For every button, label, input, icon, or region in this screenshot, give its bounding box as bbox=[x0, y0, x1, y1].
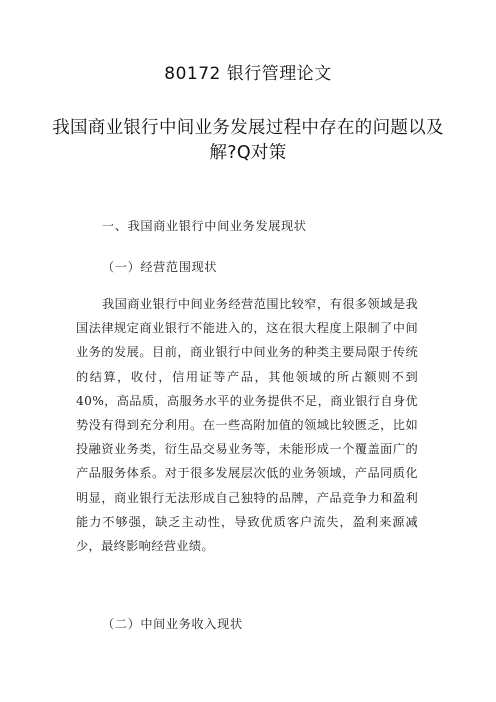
section-heading: 一、我国商业银行中间业务发展现状 bbox=[102, 219, 307, 233]
body-paragraph: 我国商业银行中间业务经营范围比较窄，有很多领域是我国法律规定商业银行不能进入的，这在很大程度上限制了中间业务的发展。目前，商业银行中间业务的种类主要局限于传统的结算，收付，信用证等产品，其他领域的所占额则不到40%，高品质，高服务水平的业务提供不足，商业银行自身优势没有得到充分利用。在一些高附加值的领域比较匮乏，比如投融资业务类，衍生品交易业务等，未能形成一个覆盖面广的产品服务体系。对于很多发展层次低的业务领域，产品同质化明显，商业银行无法形成自己独特的品牌，产品竞争力和盈利能力不够强，缺乏主动性，导致优质客户流失，盈利来源减少，最终影响经营业绩。 bbox=[76, 297, 418, 554]
document-code-title: 80172 银行管理论文 bbox=[164, 64, 332, 84]
document-main-title: 我国商业银行中间业务发展过程中存在的问题以及解?Q对策 bbox=[52, 118, 444, 163]
subsection-heading: （二）中间业务收入现状 bbox=[102, 617, 243, 631]
subsection-heading: （一）经营范围现状 bbox=[102, 260, 218, 274]
